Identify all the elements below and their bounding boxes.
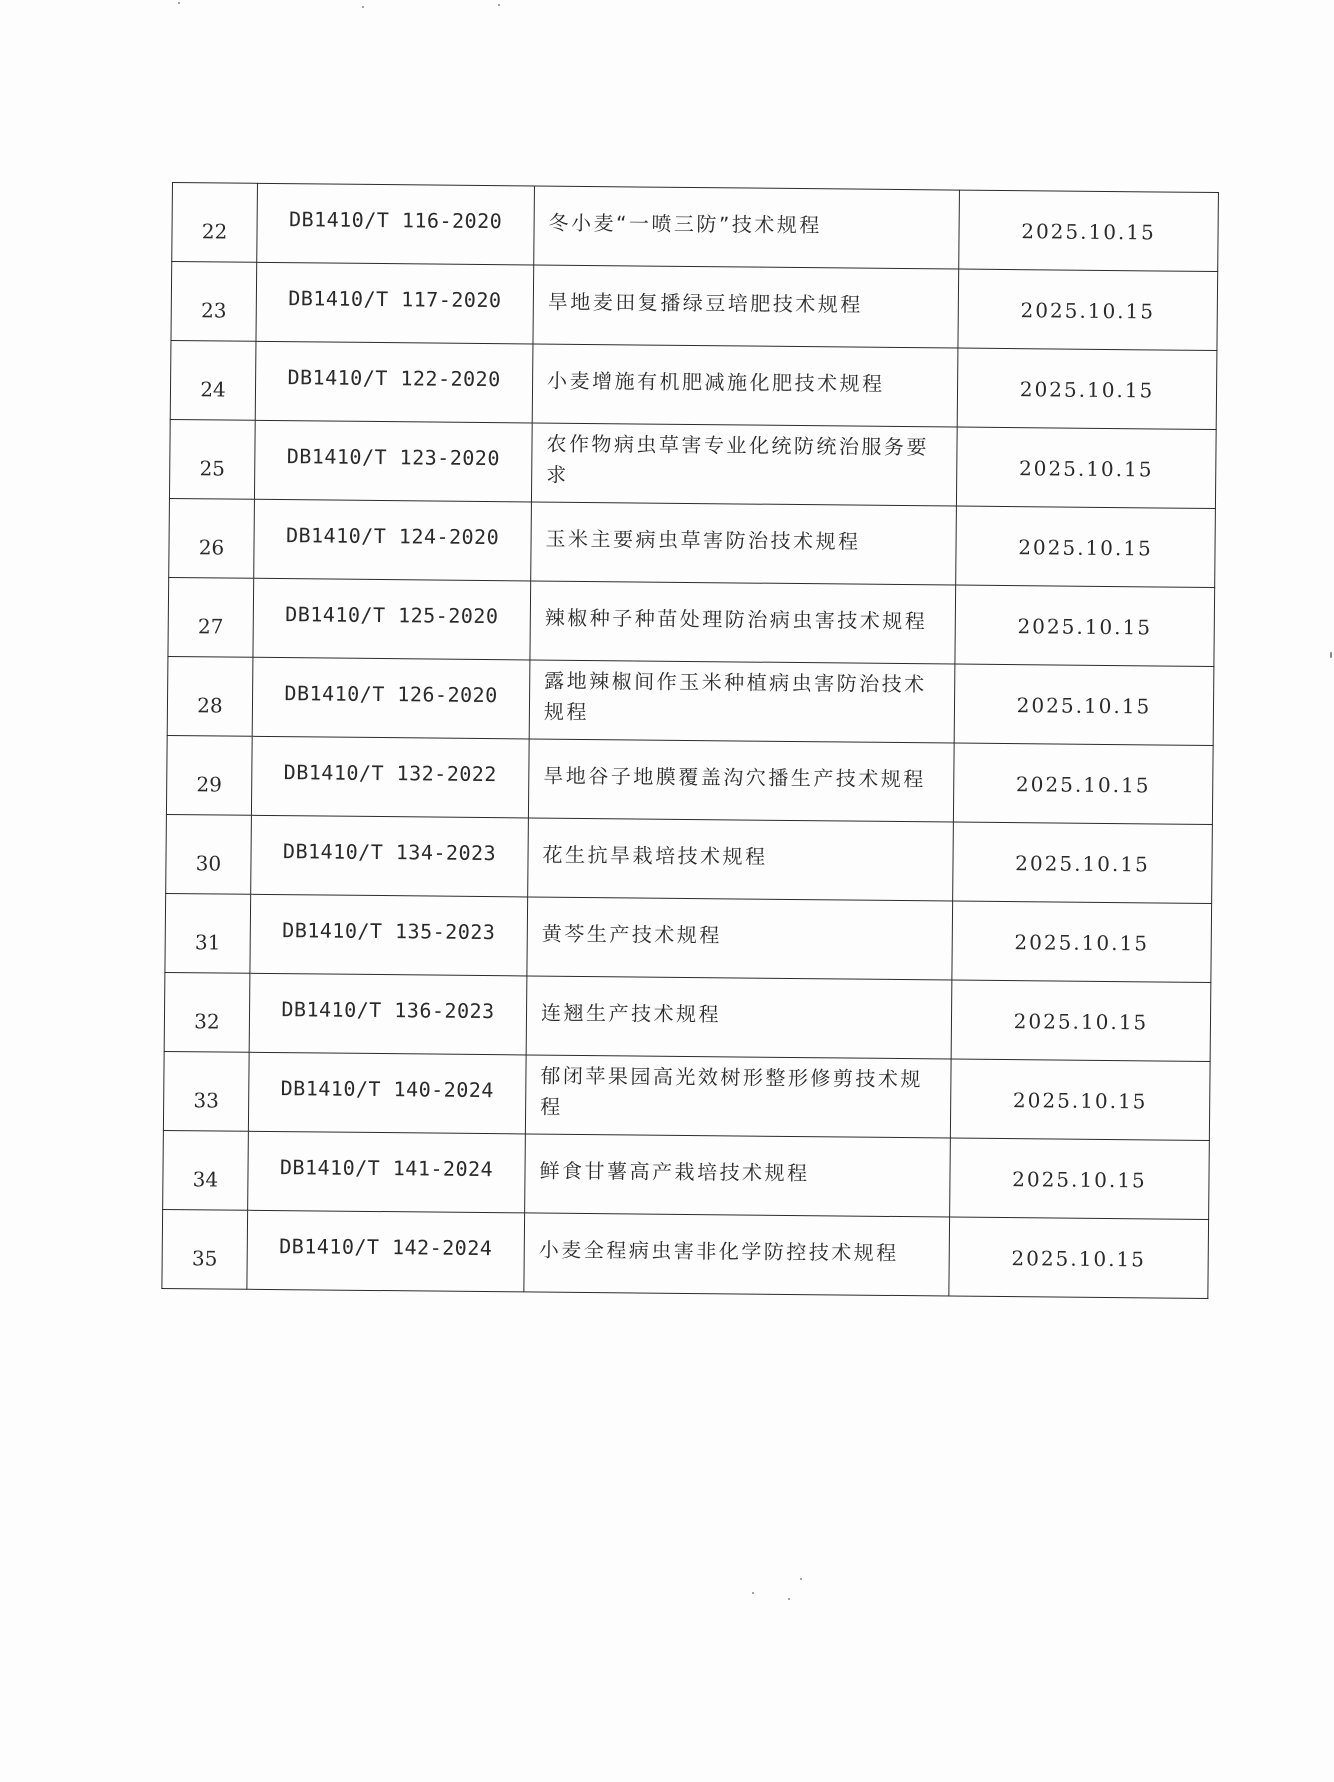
standard-name-cell: 郁闭苹果园高光效树形整形修剪技术规程 bbox=[525, 1055, 951, 1138]
standard-name-cell: 黄芩生产技术规程 bbox=[527, 897, 953, 980]
date-cell: 2025.10.15 bbox=[952, 901, 1212, 982]
date-cell: 2025.10.15 bbox=[953, 822, 1213, 903]
table-row bbox=[170, 340, 1217, 429]
table-row bbox=[162, 1209, 1209, 1298]
scan-speck bbox=[362, 6, 364, 8]
table-row bbox=[164, 972, 1211, 1061]
table-row bbox=[172, 183, 1219, 272]
standard-code-cell: DB1410/T 141-2024 bbox=[248, 1131, 526, 1213]
scan-speck bbox=[752, 1592, 754, 1594]
date-cell: 2025.10.15 bbox=[950, 1059, 1210, 1140]
standard-name-cell: 旱地谷子地膜覆盖沟穴播生产技术规程 bbox=[528, 739, 954, 822]
scan-speck bbox=[788, 1598, 790, 1600]
date-cell: 2025.10.15 bbox=[950, 1138, 1210, 1219]
standard-name-cell: 连翘生产技术规程 bbox=[526, 976, 952, 1059]
table-row bbox=[171, 262, 1218, 351]
row-number-cell: 29 bbox=[166, 735, 252, 815]
standard-code-cell: DB1410/T 126-2020 bbox=[252, 657, 530, 739]
standard-code-cell: DB1410/T 117-2020 bbox=[256, 262, 534, 344]
date-cell: 2025.10.15 bbox=[954, 664, 1214, 745]
table-row bbox=[163, 1051, 1210, 1140]
standard-name-cell: 小麦全程病虫害非化学防控技术规程 bbox=[524, 1213, 950, 1296]
row-number-cell: 35 bbox=[162, 1209, 248, 1289]
table-row bbox=[166, 814, 1213, 903]
table-row bbox=[163, 1130, 1210, 1219]
date-cell: 2025.10.15 bbox=[956, 506, 1216, 587]
standard-code-cell: DB1410/T 140-2024 bbox=[248, 1052, 526, 1134]
scan-speck bbox=[1330, 652, 1332, 658]
row-number-cell: 30 bbox=[166, 814, 252, 894]
row-number-cell: 25 bbox=[169, 419, 255, 499]
standard-name-cell: 旱地麦田复播绿豆培肥技术规程 bbox=[533, 265, 959, 348]
row-number-cell: 32 bbox=[164, 972, 250, 1052]
standard-code-cell: DB1410/T 122-2020 bbox=[255, 341, 533, 423]
scan-speck bbox=[800, 1578, 802, 1580]
standard-name-cell: 农作物病虫草害专业化统防统治服务要求 bbox=[531, 423, 957, 506]
table-row bbox=[165, 893, 1212, 982]
standard-code-cell: DB1410/T 136-2023 bbox=[249, 973, 527, 1055]
row-number-cell: 33 bbox=[163, 1051, 249, 1131]
table-row bbox=[169, 498, 1216, 587]
row-number-cell: 24 bbox=[170, 340, 256, 420]
standard-code-cell: DB1410/T 116-2020 bbox=[257, 183, 535, 265]
standard-code-cell: DB1410/T 132-2022 bbox=[251, 736, 529, 818]
standard-code-cell: DB1410/T 123-2020 bbox=[254, 420, 532, 502]
date-cell: 2025.10.15 bbox=[957, 348, 1217, 429]
date-cell: 2025.10.15 bbox=[955, 585, 1215, 666]
standard-name-cell: 小麦增施有机肥减施化肥技术规程 bbox=[532, 344, 958, 427]
table-row bbox=[168, 577, 1215, 666]
row-number-cell: 31 bbox=[165, 893, 251, 973]
standard-name-cell: 鲜食甘薯高产栽培技术规程 bbox=[525, 1134, 951, 1217]
scan-speck bbox=[178, 2, 180, 4]
row-number-cell: 27 bbox=[168, 577, 254, 657]
standard-name-cell: 露地辣椒间作玉米种植病虫害防治技术规程 bbox=[529, 660, 955, 743]
row-number-cell: 28 bbox=[167, 656, 253, 736]
standard-code-cell: DB1410/T 134-2023 bbox=[251, 815, 529, 897]
scan-speck bbox=[498, 4, 500, 6]
date-cell: 2025.10.15 bbox=[959, 190, 1219, 271]
date-cell: 2025.10.15 bbox=[949, 1217, 1209, 1298]
standard-code-cell: DB1410/T 124-2020 bbox=[254, 499, 532, 581]
date-cell: 2025.10.15 bbox=[951, 980, 1211, 1061]
table-row bbox=[169, 419, 1216, 508]
standard-name-cell: 玉米主要病虫草害防治技术规程 bbox=[531, 502, 957, 585]
row-number-cell: 26 bbox=[169, 498, 255, 578]
standard-code-cell: DB1410/T 142-2024 bbox=[247, 1210, 525, 1292]
table-row bbox=[166, 735, 1213, 824]
standard-name-cell: 花生抗旱栽培技术规程 bbox=[528, 818, 954, 901]
standard-name-cell: 辣椒种子种苗处理防治病虫害技术规程 bbox=[530, 581, 956, 664]
row-number-cell: 23 bbox=[171, 262, 257, 342]
standard-name-cell: 冬小麦“一喷三防”技术规程 bbox=[534, 186, 960, 269]
date-cell: 2025.10.15 bbox=[953, 743, 1213, 824]
standards-table-body bbox=[162, 183, 1219, 1299]
row-number-cell: 22 bbox=[172, 183, 258, 263]
date-cell: 2025.10.15 bbox=[956, 427, 1216, 508]
date-cell: 2025.10.15 bbox=[958, 269, 1218, 350]
standard-code-cell: DB1410/T 135-2023 bbox=[250, 894, 528, 976]
standards-table bbox=[161, 182, 1219, 1299]
standard-code-cell: DB1410/T 125-2020 bbox=[253, 578, 531, 660]
table-row bbox=[167, 656, 1214, 745]
row-number-cell: 34 bbox=[163, 1130, 249, 1210]
